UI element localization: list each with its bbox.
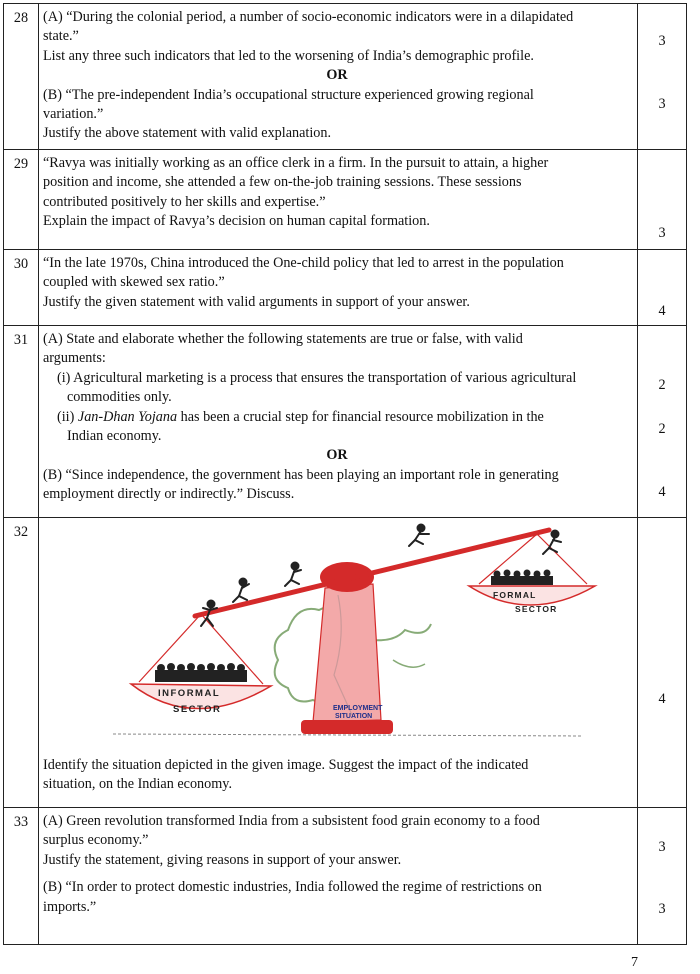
q33-a-line: surplus economy.” — [43, 832, 149, 849]
q31-a-line: arguments: — [43, 350, 106, 367]
q30-line: “In the late 1970s, China introduced the One-child policy that led to arrest in the population — [43, 255, 564, 271]
q31-a-line: (A) State and elaborate whether the following statements are true or false, with valid — [43, 331, 523, 347]
q28-a-line: state.” — [43, 28, 79, 45]
q31-sub-i: (i) Agricultural marketing is a process that ensures the transportation of various agricultural — [57, 369, 577, 386]
figure-2 — [233, 579, 249, 603]
marks-value: 2 — [658, 377, 666, 393]
q28-a-line: List any three such indicators that led to the worsening of India’s demographic profile. — [43, 47, 534, 64]
crowd-informal — [155, 663, 247, 682]
q31-b-line: (B) “Since independence, the government has been playing an important role in generating — [43, 466, 559, 483]
scheme-name: Jan-Dhan Yojana — [77, 408, 178, 425]
q28-b-line: Justify the above statement with valid explanation. — [43, 125, 332, 142]
pillar-shape — [313, 584, 381, 722]
question-row-33 — [4, 808, 687, 945]
question-text — [39, 808, 638, 945]
ground-line — [113, 734, 583, 736]
q33-b-line: (B) “In order to protect domestic industries, India followed the regime of restrictions on — [43, 879, 542, 896]
q31-b-line: employment directly or indirectly.” Discuss. — [43, 486, 295, 503]
marks-value: 2 — [658, 421, 666, 437]
question-number: 31 — [4, 326, 39, 518]
q28-b-line: variation.” — [43, 106, 104, 123]
marks-cell — [638, 518, 687, 808]
pan-label: FORMAL — [493, 590, 537, 600]
pan-label: INFORMAL — [158, 688, 221, 699]
marks-cell — [638, 808, 687, 945]
q28-a-line: (A) “During the colonial period, a number of socio-economic indicators were in a dilapidated — [43, 9, 574, 25]
question-paper — [3, 3, 685, 945]
question-text — [39, 326, 638, 518]
pillar-label: EMPLOYMENT — [333, 705, 383, 712]
question-number: 30 — [4, 250, 39, 326]
question-number: 28 — [4, 4, 39, 150]
page-number: 7 — [631, 955, 638, 970]
q33-b-line: imports.” — [43, 898, 97, 915]
pan-label: SECTOR — [515, 604, 558, 614]
marks-value: 4 — [658, 691, 666, 707]
q33-a-line: Justify the statement, giving reasons in support of your answer. — [43, 851, 402, 868]
question-row-28 — [4, 4, 687, 150]
employment-scale-illustration — [43, 520, 631, 756]
marks-value: 3 — [658, 225, 666, 241]
question-number: 33 — [4, 808, 39, 945]
question-number: 29 — [4, 150, 39, 250]
marks-value: 3 — [658, 33, 666, 49]
question-row-32 — [4, 518, 687, 808]
marks-cell — [638, 4, 687, 150]
or-divider: OR — [326, 67, 348, 84]
q30-line: coupled with skewed sex ratio.” — [43, 274, 225, 291]
question-text — [39, 4, 638, 150]
question-row-30 — [4, 250, 687, 326]
marks-value: 3 — [658, 901, 666, 917]
q31-sub-ii: (ii) Jan-Dhan Yojana has been a crucial step for financial resource mobilization in the — [57, 408, 544, 425]
q28-b-line: (B) “The pre-independent India’s occupational structure experienced growing regional — [43, 86, 534, 103]
question-row-31 — [4, 326, 687, 518]
figure-4 — [409, 525, 429, 547]
question-text — [39, 250, 638, 326]
pan-label: SECTOR — [173, 704, 222, 715]
marks-cell — [638, 326, 687, 518]
marks-cell — [638, 150, 687, 250]
q30-line: Justify the given statement with valid arguments in support of your answer. — [43, 293, 470, 310]
balance-scale-image — [43, 520, 631, 756]
crowd-formal — [491, 570, 553, 586]
q32-line: Identify the situation depicted in the given image. Suggest the impact of the indicated — [43, 757, 529, 773]
question-row-29 — [4, 150, 687, 250]
q29-line: position and income, she attended a few on-the-job training sessions. These sessions — [43, 174, 522, 191]
pillar-label: SITUATION — [335, 713, 373, 720]
marks-value: 3 — [658, 96, 666, 112]
marks-value: 4 — [658, 484, 666, 500]
question-text — [39, 518, 638, 808]
q32-line: situation, on the Indian economy. — [43, 776, 232, 793]
question-text — [39, 150, 638, 250]
marks-value: 3 — [658, 839, 666, 855]
question-table — [3, 3, 687, 945]
figure-3 — [285, 563, 301, 587]
pillar-base — [301, 720, 393, 734]
q29-line: contributed positively to her skills and expertise.” — [43, 193, 326, 210]
q31-sub-i: commodities only. — [67, 389, 172, 406]
question-number: 32 — [4, 518, 39, 808]
q29-line: Explain the impact of Ravya’s decision on human capital formation. — [43, 213, 430, 230]
marks-cell — [638, 250, 687, 326]
q31-sub-ii: Indian economy. — [67, 428, 162, 445]
or-divider: OR — [326, 447, 348, 464]
q33-a-line: (A) Green revolution transformed India from a subsistent food grain economy to a food — [43, 813, 540, 829]
marks-value: 4 — [658, 303, 666, 319]
q29-line: “Ravya was initially working as an office clerk in a firm. In the pursuit to attain, a higher — [43, 155, 549, 171]
